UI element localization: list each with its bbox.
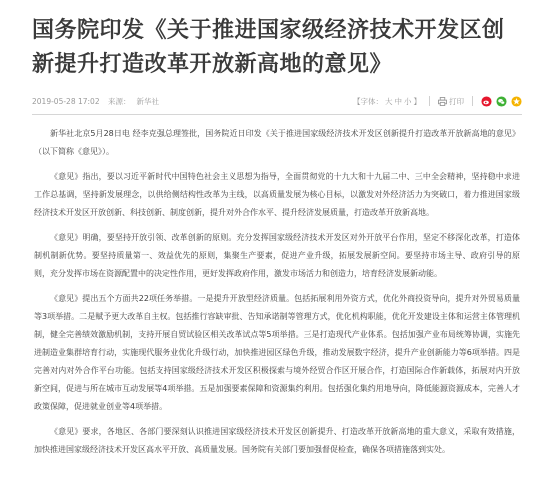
- article-meta-bar: [32, 90, 522, 112]
- article-paragraph: 《意见》指出，要以习近平新时代中国特色社会主义思想为指导，全面贯彻党的十九大和十九届二中、三中全会精神，坚持稳中求进工作总基调，坚持新发展理念，以供给侧结构性改革为主线，以高质量发展为核心目标，以激发对外经济活力为突破口，着力推进国家级经济技术开发区开放创新、科技创新、制度创新，提升对外合作水平、提升经济发展质量，打造改革开放新高地。: [34, 172, 520, 217]
- font-size-large-button[interactable]: 大: [385, 96, 393, 106]
- publish-datetime: 2019-05-28 17:02: [32, 96, 100, 106]
- print-button[interactable]: [438, 96, 464, 107]
- article-toolbar: [345, 96, 522, 107]
- qzone-icon[interactable]: [511, 96, 522, 107]
- font-size-label: 【字体：: [353, 96, 383, 106]
- font-size-medium-button[interactable]: 中: [394, 96, 402, 106]
- weibo-icon[interactable]: [481, 96, 492, 107]
- article-paragraph: 《意见》提出五个方面共22项任务举措。一是提升开放型经济质量。包括拓展利用外资方式，优化外商投资导向，提升对外贸易质量等3项举措。二是赋予更大改革自主权。包括推行容缺审批、告知承诺制等管理方式，优化机构职能，优化开发建设主体和运营主体管理机制，健全完善绩效激励机制，支持开展自贸试验区相关改革试点等5项举措。三是打造现代产业体系。包括加强产业布局统筹协调，实施先进制造业集群培育行动，实施现代服务业优化升级行动，加快推进园区绿色升级，推动发展数字经济，提升产业创新能力等6项举措。四是完善对内对外合作平台功能。包括支持国家级经济技术开发区积极探索与境外经贸合作区开展合作，打造国际合作新载体，拓展对内开放新空间，促进与所在城市互动发展等4项举措。五是加强要素保障和资源集约利用。包括强化集约用地导向，降低能源资源成本，完善人才政策保障，促进就业创业等4项举措。: [34, 294, 520, 411]
- print-label: 打印: [449, 96, 464, 106]
- source-name: 新华社: [136, 96, 159, 106]
- toolbar-separator: [472, 96, 473, 106]
- article-paragraph: 新华社北京5月28日电 经李克强总理签批，国务院近日印发《关于推进国家级经济技术开发区创新提升打造改革开放新高地的意见》（以下简称《意见》）。: [34, 129, 520, 156]
- source-label: [108, 97, 165, 106]
- article-paragraph: 《意见》明确，要坚持开放引领、改革创新的原则。充分发挥国家级经济技术开发区对外开放平台作用，坚定不移深化改革，打造体制机制新优势。要坚持质量第一、效益优先的原则，集聚生产要素，促进产业升级，拓展发展新空间。要坚持市场主导、政府引导的原则，充分发挥市场在资源配置中的决定性作用，更好发挥政府作用，激发市场活力和创造力，培育经济发展新动能。: [34, 233, 520, 278]
- share-icons: [481, 96, 522, 107]
- wechat-icon[interactable]: [496, 96, 507, 107]
- font-size-close-bracket: 】: [413, 96, 421, 106]
- article-meta-left: [32, 96, 171, 107]
- article-body: [32, 125, 522, 459]
- article-paragraph: 《意见》要求，各地区、各部门要深刻认识推进国家级经济技术开发区创新提升、打造改革开放新高地的重大意义，采取有效措施，加快推进国家级经济技术开发区高水平开放、高质量发展。国务院有关部门要加强督促检查，确保各项措施落到实处。: [34, 427, 520, 454]
- font-size-small-button[interactable]: 小: [404, 96, 412, 106]
- font-size-control: [353, 96, 421, 107]
- article-title: 国务院印发《关于推进国家级经济技术开发区创新提升打造改革开放新高地的意见》: [32, 18, 505, 77]
- meta-divider: [32, 114, 522, 115]
- printer-icon: [438, 97, 447, 106]
- toolbar-separator: [429, 96, 430, 106]
- source-label-text: 来源：: [107, 96, 131, 106]
